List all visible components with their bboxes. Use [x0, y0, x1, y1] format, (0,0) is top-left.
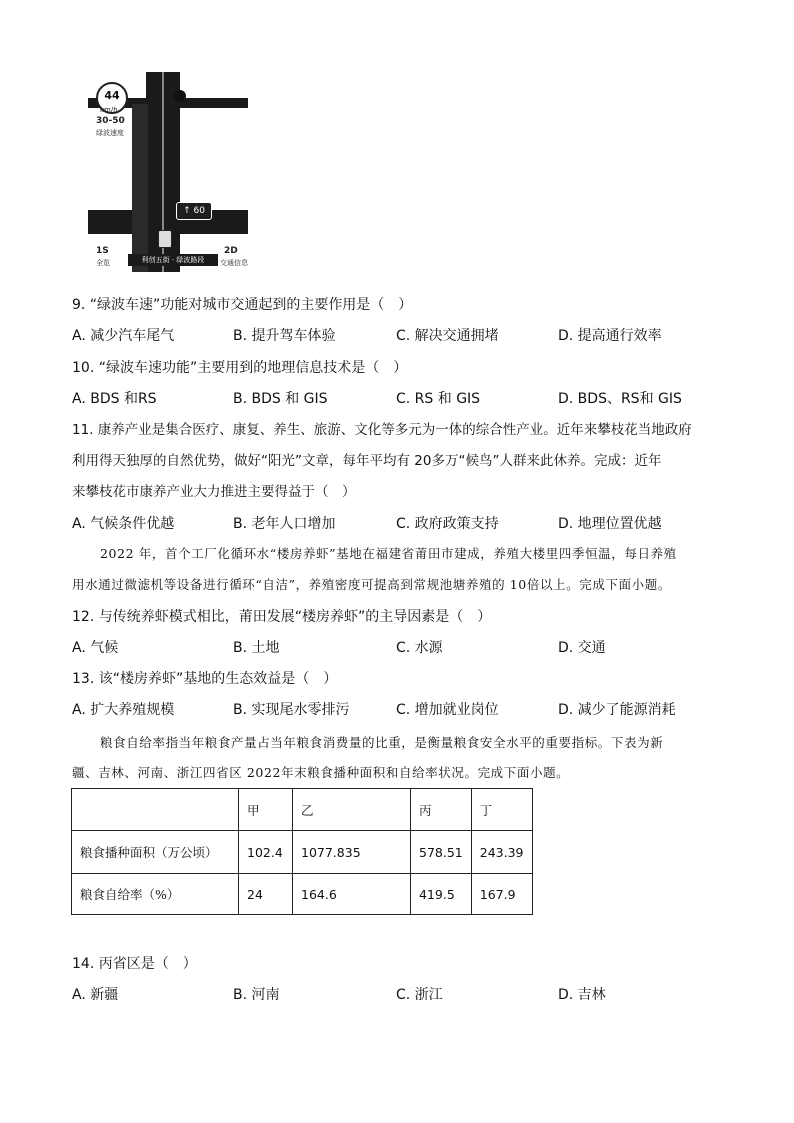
table-row — [72, 874, 533, 915]
question-13-option-d[interactable]: D. 减少了能源消耗 — [558, 702, 676, 718]
passage-1-line-1: 2022 年，首个工厂化循环水“楼房养虾”基地在福建省莆田市建成，养殖大楼里四季恒温，每日养殖 — [100, 546, 677, 561]
question-10-stem: 10. “绿波车速功能”主要用到的地理信息技术是（ ） — [72, 360, 408, 376]
question-13-stem: 13. 该“楼房养虾”基地的生态效益是（ ） — [72, 671, 338, 687]
speed-range-label: 绿波速度 — [96, 129, 124, 137]
question-14-stem: 14. 丙省区是（ ） — [72, 956, 197, 972]
question-12-option-b[interactable]: B. 土地 — [233, 640, 280, 656]
table-header-cell: 丁 — [471, 789, 532, 831]
question-13-option-b[interactable]: B. 实现尾水零排污 — [233, 702, 350, 718]
question-10-option-c[interactable]: C. RS 和 GIS — [396, 391, 481, 407]
question-14-option-d[interactable]: D. 吉林 — [558, 987, 606, 1003]
left-mark-sub: 全览 — [96, 259, 110, 267]
traffic-light-icon — [174, 90, 186, 102]
road-side-block — [132, 104, 148, 272]
speed-limit-sign: ↑ 60 — [176, 202, 212, 220]
speed-badge-unit: km/h — [100, 106, 118, 114]
question-9-option-a[interactable]: A. 减少汽车尾气 — [72, 328, 175, 344]
right-mark: 2D — [224, 246, 238, 256]
question-11-stem-line-3: 来攀枝花市康养产业大力推进主要得益于（ ） — [72, 484, 356, 500]
table-header-cell: 乙 — [293, 789, 411, 831]
table-cell: 102.4 — [239, 831, 293, 874]
grain-table — [71, 788, 533, 915]
speed-badge: 44 — [96, 82, 128, 114]
table-header-row — [72, 789, 533, 831]
question-11-stem-line-2: 利用得天独厚的自然优势，做好“阳光”文章，每年平均有 20多万“候鸟”人群来此休养。完成：近年 — [72, 453, 662, 469]
question-11-option-c[interactable]: C. 政府政策支持 — [396, 516, 499, 532]
question-10-option-b[interactable]: B. BDS 和 GIS — [233, 391, 328, 407]
question-11-option-d[interactable]: D. 地理位置优越 — [558, 516, 662, 532]
table-header-cell — [72, 789, 239, 831]
question-11-option-a[interactable]: A. 气候条件优越 — [72, 516, 175, 532]
right-mark-sub: 交通信息 — [220, 259, 248, 267]
road-caption: 利创五街 · 绿波路段 — [128, 254, 218, 266]
question-9-stem: 9. “绿波车速”功能对城市交通起到的主要作用是（ ） — [72, 297, 413, 313]
question-14-option-c[interactable]: C. 浙江 — [396, 987, 443, 1003]
question-9-option-b[interactable]: B. 提升驾车体验 — [233, 328, 336, 344]
passage-1-line-2: 用水通过微滤机等设备进行循环“自洁”，养殖密度可提高到常规池塘养殖的 10倍以上。完成下面小题。 — [72, 577, 671, 592]
table-header-cell: 甲 — [239, 789, 293, 831]
table-cell: 419.5 — [411, 874, 472, 915]
speed-range: 30-50 — [96, 116, 125, 126]
passage-2-line-2: 疆、吉林、河南、浙江四省区 2022年末粮食播种面积和自给率状况。完成下面小题。 — [72, 765, 570, 780]
table-cell: 164.6 — [293, 874, 411, 915]
table-cell: 578.51 — [411, 831, 472, 874]
question-9-option-d[interactable]: D. 提高通行效率 — [558, 328, 662, 344]
question-9-option-c[interactable]: C. 解决交通拥堵 — [396, 328, 499, 344]
table-row — [72, 831, 533, 874]
question-14-option-b[interactable]: B. 河南 — [233, 987, 280, 1003]
table-cell: 粮食自给率（%） — [72, 874, 239, 915]
question-12-option-a[interactable]: A. 气候 — [72, 640, 119, 656]
question-14-option-a[interactable]: A. 新疆 — [72, 987, 119, 1003]
table-cell: 243.39 — [471, 831, 532, 874]
table-cell: 167.9 — [471, 874, 532, 915]
question-12-option-c[interactable]: C. 水源 — [396, 640, 443, 656]
question-10-option-a[interactable]: A. BDS 和RS — [72, 391, 157, 407]
question-12-stem: 12. 与传统养虾模式相比，莆田发展“楼房养虾”的主导因素是（ ） — [72, 609, 492, 625]
passage-2-line-1: 粮食自给率指当年粮食产量占当年粮食消费量的比重，是衡量粮食安全水平的重要指标。下表为新 — [100, 735, 664, 750]
table-header-cell: 丙 — [411, 789, 472, 831]
question-11-stem-line-1: 11. 康养产业是集合医疗、康复、养生、旅游、文化等多元为一体的综合性产业。近年来攀枝花当地政府 — [72, 422, 692, 438]
left-mark: 1S — [96, 246, 109, 256]
question-10-option-d[interactable]: D. BDS、RS和 GIS — [558, 391, 682, 407]
green-wave-map-figure — [88, 72, 248, 272]
table-cell: 1077.835 — [293, 831, 411, 874]
question-13-option-c[interactable]: C. 增加就业岗位 — [396, 702, 499, 718]
question-11-option-b[interactable]: B. 老年人口增加 — [233, 516, 336, 532]
question-13-option-a[interactable]: A. 扩大养殖规模 — [72, 702, 175, 718]
question-12-option-d[interactable]: D. 交通 — [558, 640, 606, 656]
table-cell: 24 — [239, 874, 293, 915]
table-cell: 粮食播种面积（万公顷） — [72, 831, 239, 874]
car-icon — [158, 230, 172, 248]
